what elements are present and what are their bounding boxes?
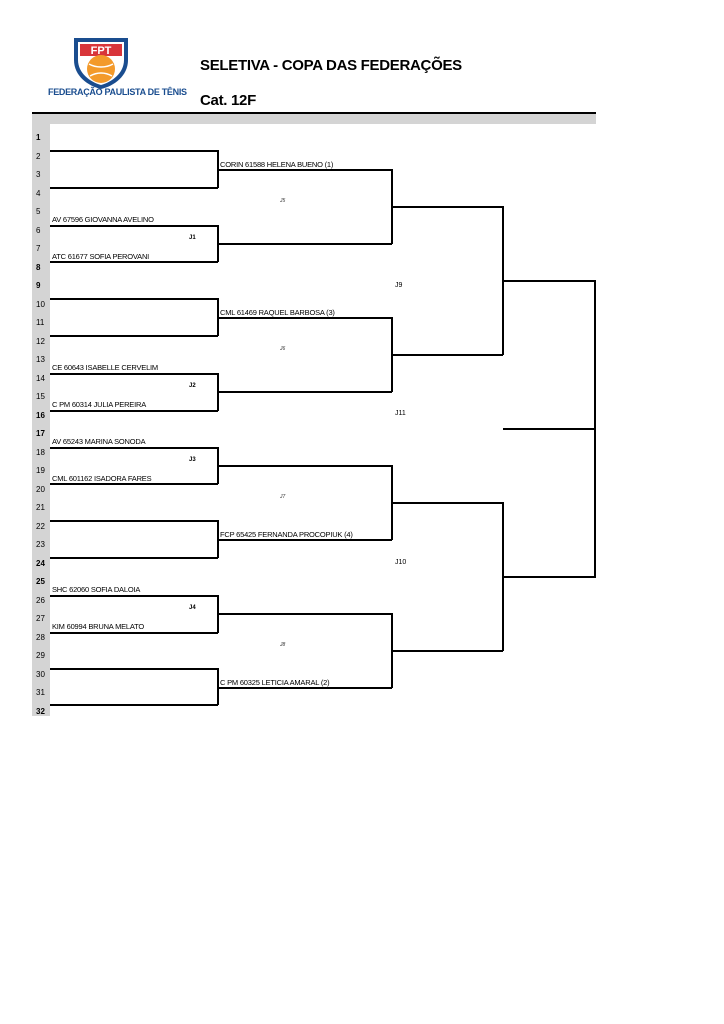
- row-number: 1: [36, 133, 41, 142]
- player-r1-5: AV 65243 MARINA SONODA: [52, 437, 146, 446]
- page-title: SELETIVA - COPA DAS FEDERAÇÕES: [200, 57, 462, 74]
- category-subtitle: Cat. 12F: [200, 92, 256, 109]
- row-number: 23: [36, 540, 45, 549]
- row-number: 16: [36, 410, 45, 420]
- row-number: 2: [36, 151, 41, 161]
- row-number: 8: [36, 262, 41, 272]
- match-label-j11: J11: [395, 410, 406, 417]
- row-number: 26: [36, 595, 45, 605]
- player-r1-6: CML 601162 ISADORA FARES: [52, 474, 152, 483]
- row-number: 6: [36, 225, 41, 235]
- row-number: 3: [36, 170, 41, 179]
- row-number: 14: [36, 373, 45, 383]
- player-r1-1: AV 67596 GIOVANNA AVELINO: [52, 215, 154, 224]
- match-label-j10: J10: [395, 559, 407, 566]
- row-number: 4: [36, 188, 41, 198]
- row-number: 20: [36, 484, 45, 494]
- row-number: 7: [36, 244, 41, 253]
- row-number: 17: [36, 429, 45, 438]
- row-number: 13: [36, 355, 45, 364]
- row-number: 10: [36, 299, 45, 309]
- match-label-j5: J5: [280, 198, 286, 204]
- row-number: 24: [36, 558, 45, 568]
- row-number: 12: [36, 336, 45, 346]
- player-r2-4: C PM 60325 LETICIA AMARAL (2): [220, 678, 330, 687]
- fpt-shield-icon: [70, 34, 132, 90]
- match-label-j7: J7: [280, 494, 286, 500]
- row-number: 21: [36, 503, 45, 512]
- row-number: 30: [36, 669, 45, 679]
- match-label-j8: J8: [280, 642, 286, 648]
- match-label-j1: J1: [189, 235, 196, 241]
- player-r2-3: FCP 65425 FERNANDA PROCOPIUK (4): [220, 530, 353, 539]
- row-number: 25: [36, 577, 45, 586]
- row-number: 32: [36, 706, 45, 716]
- player-r2-2: CML 61469 RAQUEL BARBOSA (3): [220, 308, 335, 317]
- logo-initials: FPT: [90, 45, 112, 57]
- player-r1-4: C PM 60314 JULIA PEREIRA: [52, 400, 146, 409]
- row-number: 15: [36, 392, 45, 401]
- match-label-j2: J2: [189, 383, 196, 389]
- player-r1-2: ATC 61677 SOFIA PEROVANI: [52, 252, 150, 261]
- row-number: 19: [36, 466, 45, 475]
- player-r1-3: CE 60643 ISABELLE CERVELIM: [52, 363, 158, 372]
- row-number: 5: [36, 207, 41, 216]
- row-number: 28: [36, 632, 45, 642]
- match-label-j4: J4: [189, 605, 196, 611]
- player-r2-1: CORIN 61588 HELENA BUENO (1): [220, 160, 334, 169]
- logo-text: FEDERAÇÃO PAULISTA DE TÊNIS: [48, 87, 187, 97]
- row-number: 31: [36, 688, 45, 697]
- match-label-j9: J9: [395, 282, 403, 289]
- row-number: 11: [36, 318, 45, 327]
- row-number: 29: [36, 651, 45, 660]
- row-number: 22: [36, 521, 45, 531]
- row-number: 27: [36, 614, 45, 623]
- row-number: 9: [36, 281, 41, 290]
- fpt-logo: [48, 34, 187, 104]
- player-r1-8: KIM 60994 BRUNA MELATO: [52, 622, 145, 631]
- match-label-j6: J6: [280, 346, 286, 352]
- row-number: 18: [36, 447, 45, 457]
- player-r1-7: SHC 62060 SOFIA DALOIA: [52, 585, 141, 594]
- header-gray-bar: [32, 114, 596, 124]
- match-label-j3: J3: [189, 457, 196, 463]
